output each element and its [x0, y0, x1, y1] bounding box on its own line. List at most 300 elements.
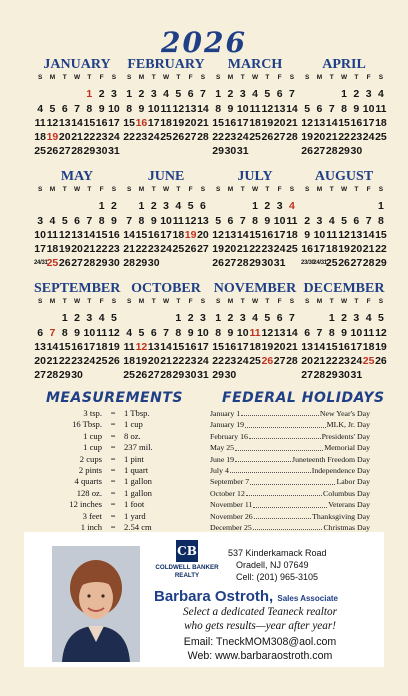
day-cell: 12 — [58, 228, 71, 241]
day-cell: 1 — [126, 88, 133, 101]
month-april — [301, 56, 390, 168]
measurement-to: 8 oz. — [124, 430, 141, 441]
month-name: APRIL — [322, 57, 366, 72]
day-cell: 19 — [301, 131, 313, 144]
weekday-header: T — [62, 298, 67, 305]
weekday-header: T — [265, 298, 270, 305]
empty-day — [34, 199, 46, 213]
day-cell: 28 — [313, 369, 326, 382]
holiday-date: September 7 — [210, 477, 250, 487]
year-title: 2026 — [161, 26, 247, 59]
empty-day — [326, 199, 338, 213]
day-cell: 1 — [328, 312, 335, 325]
day-cell: 31 — [108, 145, 120, 158]
month-february — [123, 56, 212, 168]
empty-day — [326, 87, 338, 101]
day-cell: 6 — [187, 88, 194, 101]
day-cell: 24 — [147, 131, 160, 144]
leader-dots — [249, 431, 321, 439]
measurement-from: 3 feet — [82, 510, 102, 521]
weekday-header: S — [289, 186, 295, 193]
month-days — [123, 185, 212, 271]
empty-day — [71, 87, 83, 101]
day-cell: 30 — [224, 145, 237, 158]
weekday-header: T — [265, 186, 270, 193]
day-cell: 4 — [289, 200, 295, 213]
holiday-date: December 25 — [210, 522, 252, 532]
day-cell: 9 — [227, 326, 234, 339]
day-cell: 20 — [58, 131, 71, 144]
day-cell: 8 — [341, 102, 347, 115]
leader-dots — [250, 476, 335, 484]
day-cell: 12 — [184, 214, 197, 227]
day-cell: 16 — [135, 116, 148, 129]
equals-sign: = — [110, 510, 116, 521]
day-cell: 21 — [313, 355, 326, 368]
day-cell: 17 — [273, 228, 286, 241]
empty-day — [237, 199, 249, 213]
holiday-row — [210, 499, 370, 510]
day-cell: 2 — [187, 312, 194, 325]
weekday-header: W — [340, 186, 348, 193]
day-cell: 7 — [328, 102, 335, 115]
day-cell: 18 — [286, 228, 298, 241]
day-cell: 16 — [224, 116, 237, 129]
equals-sign: = — [110, 487, 116, 498]
weekday-header: S — [200, 74, 206, 81]
day-cell: 1 — [98, 200, 105, 213]
day-cell: 29 — [135, 257, 148, 270]
day-cell: 27 — [58, 145, 71, 158]
holiday-name: Presidents' Day — [321, 431, 370, 441]
day-cell: 28 — [362, 257, 375, 270]
day-cell: 31 — [197, 369, 209, 382]
day-cell: 21 — [160, 355, 172, 368]
day-cell: 20 — [301, 355, 313, 368]
logo-mark: CB — [176, 540, 198, 562]
day-cell: 5 — [264, 312, 271, 325]
weekday-header: M — [227, 186, 234, 193]
day-cell: 4 — [98, 312, 105, 325]
weekday-header: W — [251, 186, 259, 193]
day-cell: 3 — [86, 312, 93, 325]
day-cell: 25 — [249, 131, 261, 144]
day-cell: 14 — [236, 228, 249, 241]
day-cell: 23/30 — [301, 260, 315, 267]
holiday-date: October 12 — [210, 488, 245, 498]
day-cell: 18 — [46, 243, 59, 256]
weekday-header: S — [378, 298, 384, 305]
weekday-header: S — [37, 298, 43, 305]
day-cell: 16 — [224, 340, 237, 353]
weekday-header: M — [316, 74, 323, 81]
weekday-header: S — [289, 298, 295, 305]
weekday-header: W — [251, 298, 259, 305]
day-cell: 14 — [313, 340, 326, 353]
day-cell: 28 — [286, 131, 298, 144]
day-cell: 10 — [350, 326, 363, 339]
day-cell: 4 — [328, 214, 335, 227]
month-days — [34, 73, 123, 159]
day-cell: 22 — [123, 131, 135, 144]
day-cell: 19 — [261, 340, 274, 353]
day-cell: 2 — [74, 312, 80, 325]
day-cell: 17 — [147, 116, 160, 129]
month-days — [123, 73, 212, 144]
day-cell: 10 — [83, 326, 96, 339]
measurement-from: 2 pints — [78, 464, 102, 475]
day-cell: 4 — [163, 88, 169, 101]
day-cell: 26 — [375, 355, 387, 368]
leader-dots — [235, 442, 323, 450]
day-cell: 6 — [74, 214, 80, 227]
day-cell: 29 — [83, 145, 96, 158]
weekday-header: W — [73, 74, 81, 81]
day-cell: 20 — [313, 131, 326, 144]
day-cell: 15 — [172, 340, 185, 353]
day-cell: 21 — [197, 116, 209, 129]
measurement-to: 1 yard — [124, 510, 146, 521]
holiday-row — [210, 419, 370, 430]
weekday-header: F — [366, 186, 371, 193]
day-cell: 25 — [286, 243, 298, 256]
day-cell: 24 — [108, 131, 120, 144]
day-cell: 14 — [197, 102, 209, 115]
day-cell: 25 — [95, 355, 108, 368]
month-days — [34, 297, 123, 383]
day-cell: 15 — [123, 116, 135, 129]
leader-dots — [245, 419, 326, 427]
day-cell: 20 — [147, 355, 160, 368]
month-days — [212, 185, 301, 271]
weekday-header: T — [151, 74, 156, 81]
day-cell: 14 — [286, 326, 298, 339]
weekday-header: M — [227, 74, 234, 81]
empty-day — [313, 87, 325, 101]
holiday-date: January 19 — [210, 420, 244, 430]
holiday-row — [210, 442, 370, 453]
day-cell: 4 — [37, 102, 44, 115]
day-cell: 4 — [365, 312, 372, 325]
measurements-title: MEASUREMENTS — [46, 390, 183, 406]
day-cell: 22 — [58, 355, 71, 368]
day-cell: 3 — [163, 200, 169, 213]
day-cell: 4 — [126, 326, 133, 339]
day-cell: 13 — [71, 228, 83, 241]
measurement-to: 237 mil. — [124, 442, 153, 453]
weekday-header: F — [188, 298, 193, 305]
day-cell: 4 — [49, 214, 56, 227]
weekday-header: T — [240, 74, 245, 81]
measurement-row — [36, 408, 206, 419]
day-cell: 30 — [95, 145, 108, 158]
weekday-header: S — [126, 74, 132, 81]
measurement-from: 128 oz. — [76, 487, 102, 498]
day-cell: 30 — [338, 369, 350, 382]
day-cell: 24 — [350, 355, 363, 368]
day-cell: 11 — [249, 102, 261, 115]
day-cell: 23 — [338, 355, 350, 368]
holiday-name: Independence Day — [311, 465, 370, 475]
weekday-header: M — [138, 74, 145, 81]
day-cell: 10 — [34, 228, 46, 241]
day-cell: 17 — [236, 116, 249, 129]
measurement-row — [36, 454, 206, 465]
weekday-header: T — [176, 186, 181, 193]
day-cell: 26 — [108, 355, 120, 368]
day-cell: 11 — [249, 326, 261, 339]
day-cell: 25 — [172, 243, 185, 256]
day-cell: 10 — [313, 228, 326, 241]
weekday-header: S — [215, 74, 221, 81]
day-cell: 30 — [184, 369, 197, 382]
empty-day — [59, 87, 71, 101]
day-cell: 19 — [184, 228, 197, 241]
weekday-header: T — [87, 298, 92, 305]
logo-line2: REALTY — [174, 572, 200, 579]
day-cell: 3 — [239, 312, 246, 325]
day-cell: 3 — [150, 88, 157, 101]
day-cell: 9 — [111, 214, 117, 227]
weekday-header: F — [99, 298, 104, 305]
day-cell: 1 — [215, 88, 222, 101]
weekday-header: T — [329, 74, 334, 81]
measurement-row — [36, 488, 206, 499]
weekday-header: T — [354, 298, 359, 305]
day-cell: 27 — [71, 257, 83, 270]
day-cell: 3 — [353, 312, 360, 325]
day-cell: 24 — [362, 131, 375, 144]
day-cell: 16 — [108, 228, 120, 241]
day-cell: 23 — [108, 243, 120, 256]
weekday-header: T — [329, 186, 334, 193]
day-cell: 21 — [83, 243, 96, 256]
day-cell: 27 — [350, 257, 363, 270]
day-cell: 18 — [325, 243, 338, 256]
agent-website[interactable]: Web: www.barbaraostroth.com — [187, 650, 333, 662]
equals-sign: = — [110, 419, 116, 430]
weekday-header: T — [151, 298, 156, 305]
day-cell: 20 — [224, 243, 237, 256]
weekday-header: M — [138, 298, 145, 305]
day-cell: 8 — [126, 102, 133, 115]
day-cell: 27 — [273, 355, 286, 368]
day-cell: 11 — [96, 326, 108, 339]
day-cell: 27 — [197, 243, 209, 256]
month-days — [123, 297, 212, 383]
weekday-header: W — [73, 298, 81, 305]
day-cell: 24 — [83, 355, 96, 368]
month-october — [123, 280, 212, 392]
weekday-header: M — [49, 186, 56, 193]
day-cell: 14 — [325, 116, 338, 129]
month-days — [301, 297, 390, 383]
day-cell: 25 — [375, 131, 387, 144]
day-cell: 8 — [215, 326, 222, 339]
day-cell: 12 — [212, 228, 224, 241]
weekday-header: W — [73, 186, 81, 193]
day-cell: 28 — [286, 355, 298, 368]
weekday-header: T — [354, 186, 359, 193]
measurement-row — [36, 499, 206, 510]
day-cell: 8 — [328, 326, 335, 339]
leader-dots — [246, 488, 322, 496]
day-cell: 22 — [95, 243, 108, 256]
day-cell: 31 — [236, 145, 249, 158]
day-cell: 18 — [34, 131, 46, 144]
day-cell: 21 — [236, 243, 249, 256]
day-cell: 21 — [71, 131, 83, 144]
holiday-date: January 1 — [210, 409, 241, 418]
day-cell: 12 — [108, 326, 120, 339]
day-cell: 6 — [316, 102, 323, 115]
day-cell: 7 — [365, 214, 372, 227]
day-cell: 22 — [375, 243, 387, 256]
day-cell: 5 — [61, 214, 68, 227]
weekday-header: S — [304, 186, 310, 193]
weekday-header: T — [62, 74, 67, 81]
day-cell: 28 — [83, 257, 96, 270]
day-cell: 13 — [58, 116, 71, 129]
equals-sign: = — [110, 453, 116, 464]
empty-day — [362, 199, 374, 213]
holiday-name: Labor Day — [336, 477, 370, 487]
weekday-header: S — [111, 186, 117, 193]
day-cell: 20 — [34, 355, 46, 368]
day-cell: 30 — [147, 257, 160, 270]
holiday-date: June 19 — [210, 454, 235, 464]
weekday-header: W — [162, 186, 170, 193]
day-cell: 23 — [95, 131, 108, 144]
day-cell: 8 — [98, 214, 105, 227]
empty-day — [224, 199, 236, 213]
day-cell: 10 — [362, 102, 375, 115]
holiday-name: MLK, Jr. Day — [326, 420, 370, 430]
equals-sign: = — [110, 521, 116, 532]
day-cell: 13 — [313, 116, 326, 129]
month-september — [34, 280, 123, 392]
day-cell: 25 — [325, 257, 338, 270]
day-cell: 9 — [304, 228, 311, 241]
weekday-header: W — [162, 74, 170, 81]
day-cell: 21 — [46, 355, 59, 368]
day-cell: 10 — [147, 102, 160, 115]
day-cell: 12 — [46, 116, 59, 129]
day-cell: 8 — [61, 326, 68, 339]
month-name: OCTOBER — [131, 281, 201, 296]
day-cell: 2 — [227, 312, 234, 325]
day-cell: 26 — [58, 257, 71, 270]
day-cell: 17 — [350, 340, 363, 353]
day-cell: 2 — [150, 200, 157, 213]
day-cell: 18 — [362, 340, 375, 353]
day-cell: 26 — [135, 369, 148, 382]
measurement-to: 1 quart — [124, 464, 149, 475]
day-cell: 27 — [224, 257, 237, 270]
holiday-name: Christmas Day — [323, 522, 370, 532]
day-cell: 9 — [74, 326, 80, 339]
day-cell: 25 — [34, 145, 46, 158]
day-cell: 5 — [378, 312, 384, 325]
day-cell: 12 — [261, 102, 274, 115]
day-cell: 23 — [147, 243, 160, 256]
day-cell: 29 — [212, 145, 224, 158]
day-cell: 29 — [212, 369, 224, 382]
day-cell: 18 — [172, 228, 185, 241]
day-cell: 1 — [215, 312, 222, 325]
day-cell: 20 — [273, 116, 286, 129]
day-cell: 1 — [341, 88, 347, 101]
day-cell: 19 — [261, 116, 274, 129]
day-cell: 21 — [123, 243, 135, 256]
day-cell: 17 — [160, 228, 172, 241]
weekday-header: M — [316, 186, 323, 193]
day-cell: 31 — [273, 257, 286, 270]
holiday-row — [210, 454, 370, 465]
holiday-row — [210, 476, 370, 487]
day-cell: 2 — [98, 88, 105, 101]
month-july — [212, 168, 301, 280]
empty-day — [338, 199, 350, 213]
day-cell: 30 — [71, 369, 83, 382]
weekday-header: S — [215, 298, 221, 305]
day-cell: 3 — [200, 312, 206, 325]
day-cell: 29 — [338, 145, 350, 158]
day-cell: 15 — [135, 228, 148, 241]
equals-sign: = — [110, 442, 116, 453]
day-cell: 29 — [375, 257, 387, 270]
weekday-header: S — [304, 74, 310, 81]
month-june — [123, 168, 212, 280]
day-cell: 15 — [338, 116, 350, 129]
day-cell: 26 — [338, 257, 350, 270]
measurement-row — [36, 476, 206, 487]
measurement-to: 1 gallon — [124, 487, 152, 498]
day-cell: 9 — [187, 326, 194, 339]
day-cell: 2 — [138, 88, 145, 101]
day-cell: 8 — [215, 102, 222, 115]
day-cell: 22 — [338, 131, 350, 144]
weekday-header: S — [289, 74, 295, 81]
day-cell: 13 — [197, 214, 209, 227]
day-cell: 13 — [301, 340, 313, 353]
equals-sign: = — [110, 499, 116, 510]
day-cell: 16 — [261, 228, 274, 241]
holiday-date: February 16 — [210, 431, 248, 441]
day-cell: 29 — [249, 257, 261, 270]
weekday-header: S — [111, 74, 117, 81]
empty-day — [83, 199, 95, 213]
weekday-header: M — [49, 298, 56, 305]
holiday-name: Veterans Day — [328, 500, 370, 510]
day-cell: 26 — [184, 243, 197, 256]
day-cell: 27 — [147, 369, 160, 382]
agent-email[interactable]: Email: TneckMOM308@aol.com — [183, 636, 337, 648]
day-cell: 14 — [46, 340, 59, 353]
measurement-from: 1 cup — [83, 430, 102, 441]
day-cell: 29 — [325, 369, 338, 382]
month-name: DECEMBER — [303, 281, 385, 296]
day-cell: 1 — [138, 200, 145, 213]
day-cell: 21 — [362, 243, 375, 256]
day-cell: 1 — [378, 200, 384, 213]
empty-day — [301, 199, 313, 213]
day-cell: 2 — [341, 312, 347, 325]
day-cell: 14 — [286, 102, 298, 115]
empty-day — [135, 311, 147, 325]
day-cell: 26 — [261, 131, 274, 144]
weekday-header: W — [162, 298, 170, 305]
